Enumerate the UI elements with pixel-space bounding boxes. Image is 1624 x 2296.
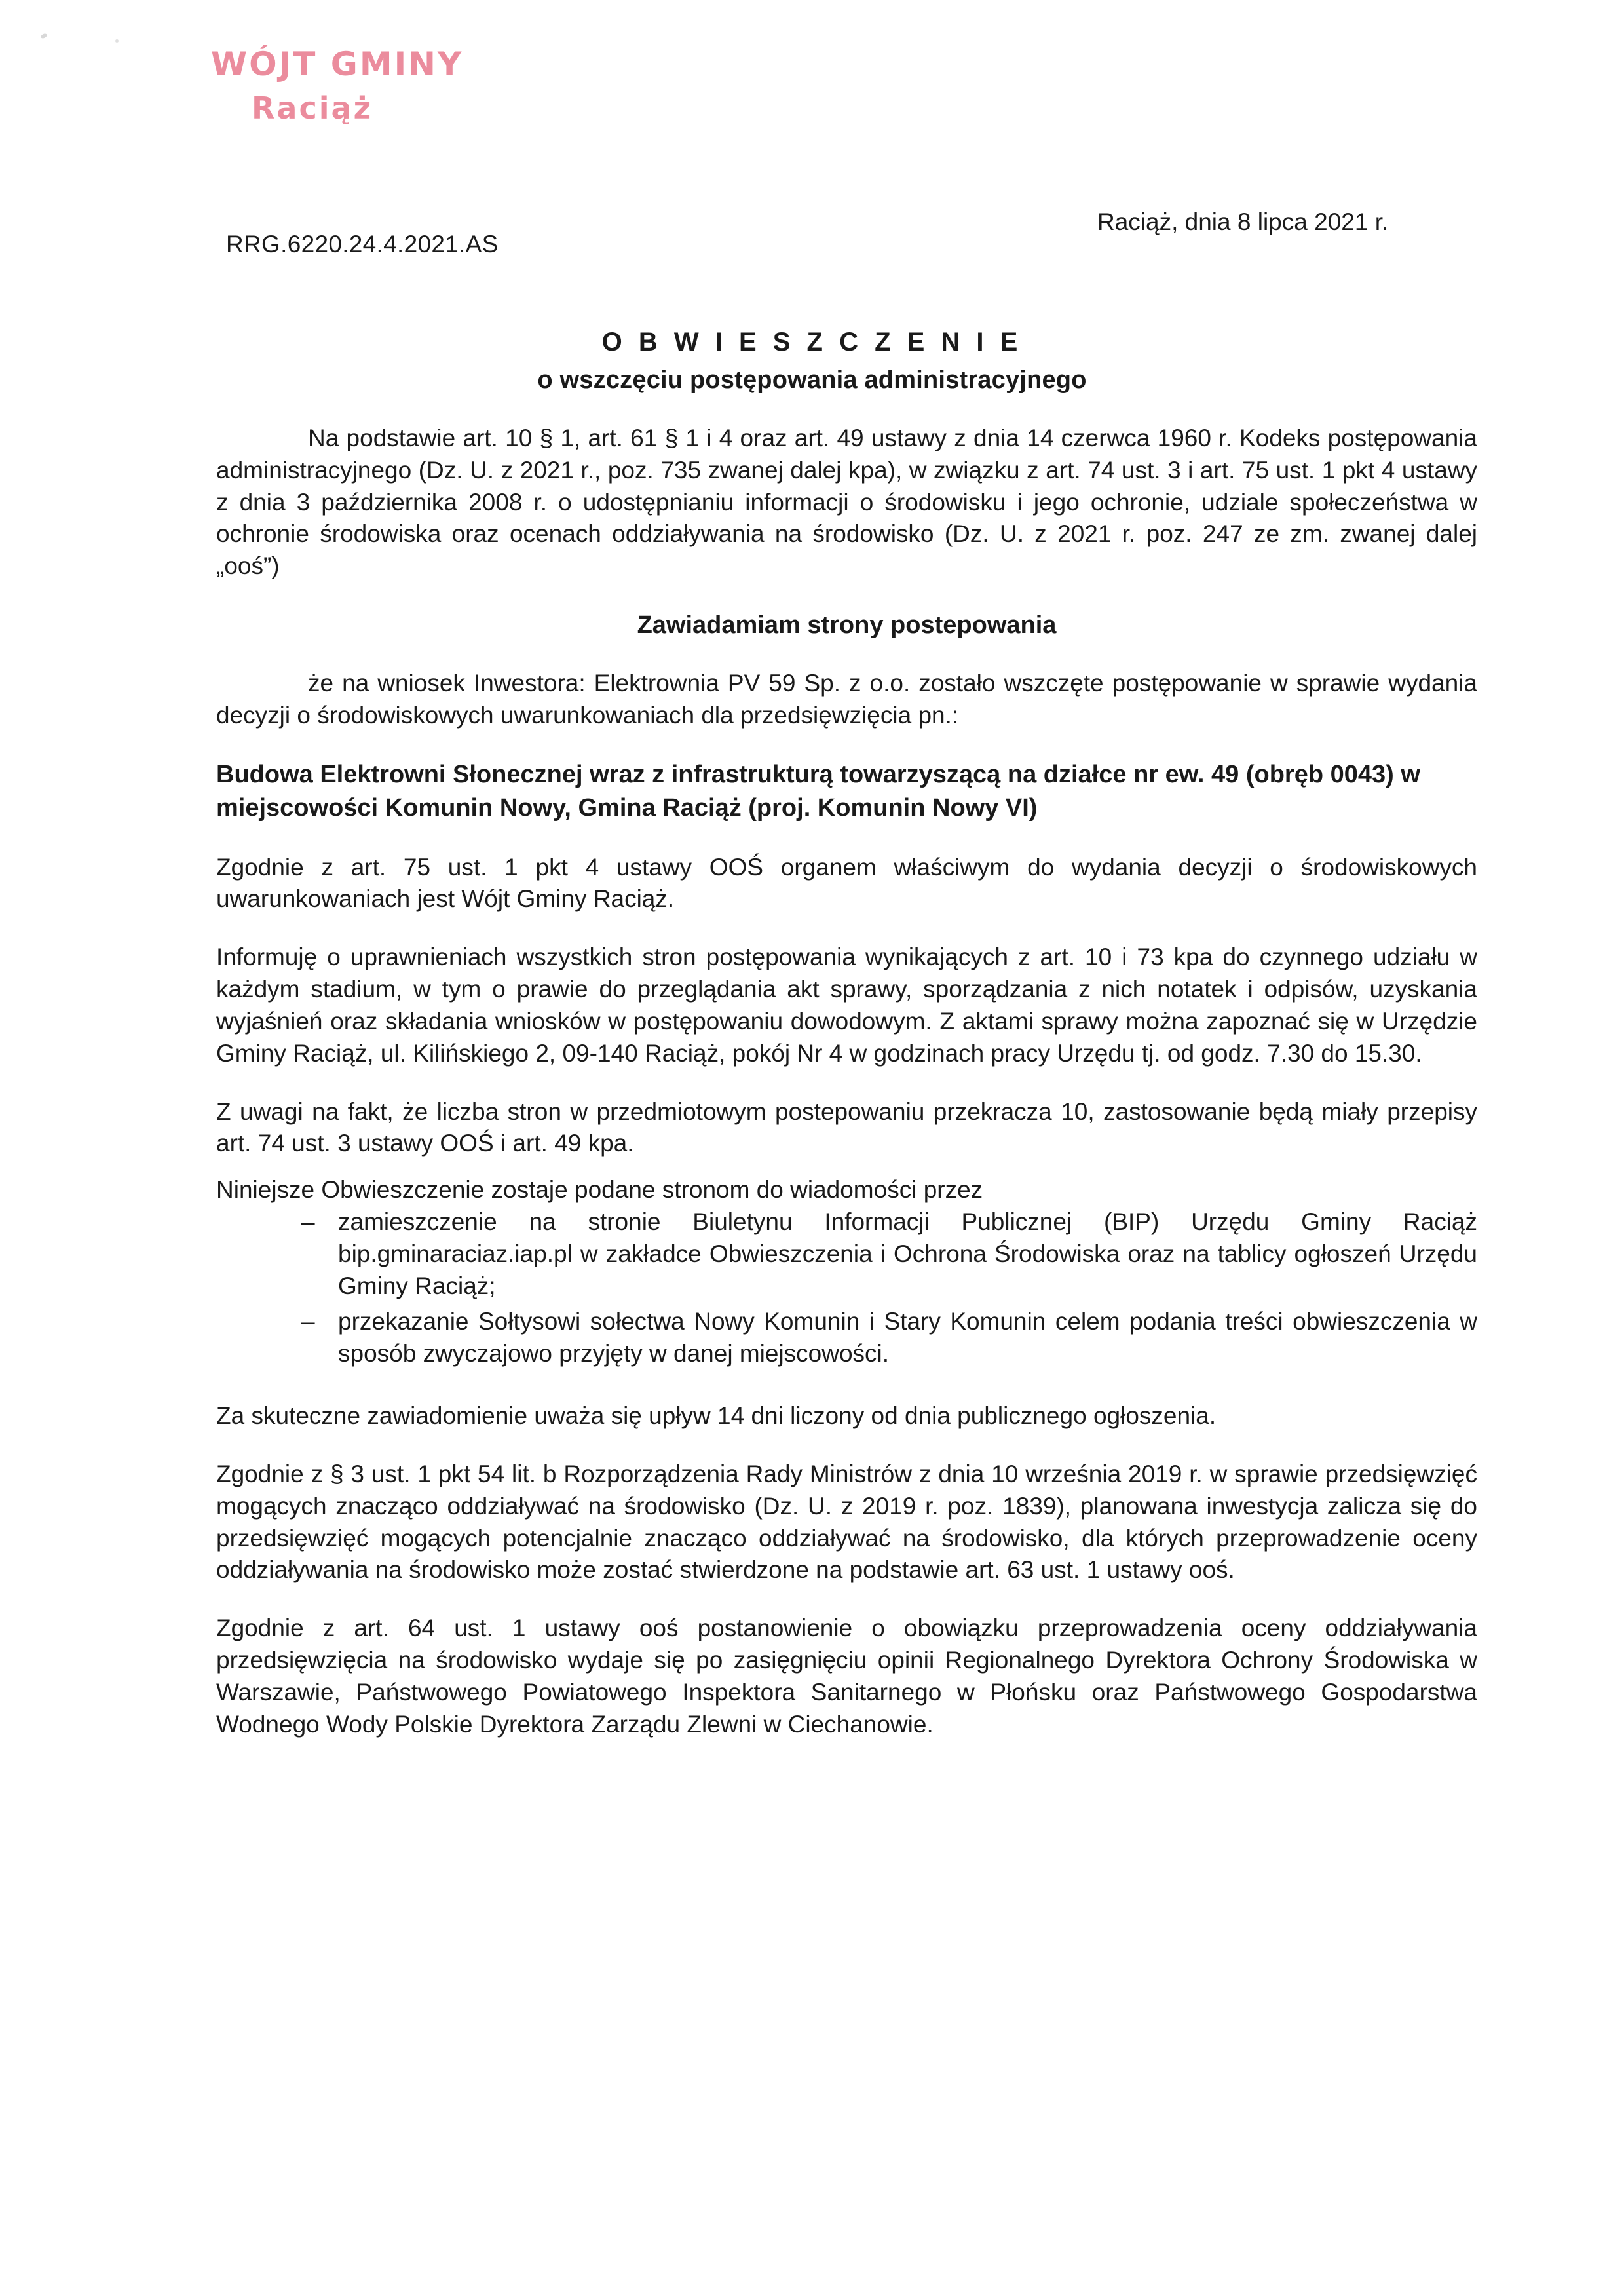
paragraph-publication-intro: Niniejsze Obwieszczenie zostaje podane stronom do wiadomości przez bbox=[216, 1176, 983, 1204]
page-title: O B W I E S Z C Z E N I E bbox=[601, 328, 1023, 356]
stamp-line-2: Raciąż bbox=[252, 90, 373, 126]
document-title-block bbox=[0, 328, 1624, 394]
publication-methods-list bbox=[216, 1206, 1477, 1370]
dash-marker: – bbox=[301, 1308, 315, 1335]
list-item bbox=[301, 1206, 1477, 1302]
notice-heading: Zawiadamiam strony postepowania bbox=[637, 611, 1057, 640]
scan-speck bbox=[40, 33, 48, 39]
paragraph-rights: Informuję o uprawnieniach wszystkich stron postępowania wynikających z art. 10 i 73 kpa do czynnego udziału w każdym stadium, w tym o prawie do przeglądania akt sprawy, sporządzania z nich notatek i odpisów, uzyskania wyjaśnień oraz składania wniosków w postępowaniu dowodowym. Z aktami sprawy można zapoznać się w Urzędzie Gminy Raciąż, ul. Kilińskiego 2, 09-140 Raciąż, pokój Nr 4 w godzinach pracy Urzędu tj. od godz. 7.30 do 15.30. bbox=[216, 944, 1477, 1067]
dash-marker: – bbox=[301, 1208, 315, 1235]
paragraph-notice-intro: że na wniosek Inwestora: Elektrownia PV 59 Sp. z o.o. zostało wszczęte postępowanie w sprawie wydania decyzji o środowiskowych uwarunkowaniach dla przedsięwzięcia pn.: bbox=[216, 670, 1477, 729]
page-subtitle: o wszczęciu postępowania administracyjnego bbox=[537, 366, 1087, 394]
paragraph-regulation: Zgodnie z § 3 ust. 1 pkt 54 lit. b Rozporządzenia Rady Ministrów z dnia 10 września 2019 r. w sprawie przedsięwzięć mogących znacząco oddziaływać na środowisko (Dz. U. z 2019 r. poz. 1839), planowana inwestycja zalicza się do przedsięwzięć mogących potencjalnie znacząco oddziaływać na środowisko, dla których przeprowadzenie oceny oddziaływania na środowisko może zostać stwierdzone na podstawie art. 63 ust. 1 ustawy ooś. bbox=[216, 1460, 1477, 1584]
document-body bbox=[216, 423, 1477, 1741]
place-and-date: Raciąż, dnia 8 lipca 2021 r. bbox=[1097, 208, 1389, 235]
paragraph-opinions: Zgodnie z art. 64 ust. 1 ustawy ooś postanowienie o obowiązku przeprowadzenia oceny oddziaływania przedsięwzięcia na środowisko wydaje się po zasięgnięciu opinii Regionalnego Dyrektora Ochrony Środowiska w Warszawie, Państwowego Powiatowego Inspektora Sanitarnego w Płońsku oraz Państwowego Gospodarstwa Wodnego Wody Polskie Dyrektora Zarządu Zlewni w Ciechanowie. bbox=[216, 1615, 1477, 1738]
paragraph-effective-notice: Za skuteczne zawiadomienie uważa się upływ 14 dni liczony od dnia publicznego ogłoszenia. bbox=[216, 1402, 1217, 1430]
office-stamp bbox=[211, 46, 463, 126]
list-item-text: zamieszczenie na stronie Biuletynu Informacji Publicznej (BIP) Urzędu Gminy Raciąż bip.gminaraciaz.iap.pl w zakładce Obwieszczenia i Ochrona Środowiska oraz na tablicy ogłoszeń Urzędu Gminy Raciąż; bbox=[338, 1208, 1477, 1299]
stamp-line-1: WÓJT GMINY bbox=[211, 45, 464, 83]
list-item bbox=[301, 1306, 1477, 1370]
paragraph-legal-basis: Na podstawie art. 10 § 1, art. 61 § 1 i 4 oraz art. 49 ustawy z dnia 14 czerwca 1960 r. Kodeks postępowania administracyjnego (Dz. U. z 2021 r., poz. 735 zwanej dalej kpa), w związku z art. 74 ust. 3 i art. 75 ust. 1 pkt 4 ustawy z dnia 3 października 2008 r. o udostępnianiu informacji o środowisku i jego ochronie, udziale społeczeństwa w ochronie środowiska oraz ocenach oddziaływania na środowisko (Dz. U. z 2021 r. poz. 247 ze zm. zwanej dalej „ooś”) bbox=[216, 425, 1477, 580]
list-item-text: przekazanie Sołtysowi sołectwa Nowy Komunin i Stary Komunin celem podania treści obwieszczenia w sposób zwyczajowo przyjęty w danej miejscowości. bbox=[338, 1308, 1477, 1368]
scan-speck-secondary bbox=[115, 39, 119, 43]
project-name: Budowa Elektrowni Słonecznej wraz z infrastrukturą towarzyszącą na działce nr ew. 49 (obręb 0043) w miejscowości Komunin Nowy, Gmina Raciąż (proj. Komunin Nowy VI) bbox=[216, 760, 1420, 822]
reference-number: RRG.6220.24.4.2021.AS bbox=[226, 231, 499, 258]
paragraph-parties-over-ten: Z uwagi na fakt, że liczba stron w przedmiotowym postepowaniu przekracza 10, zastosowanie będą miały przepisy art. 74 ust. 3 ustawy OOŚ i art. 49 kpa. bbox=[216, 1098, 1477, 1157]
paragraph-authority: Zgodnie z art. 75 ust. 1 pkt 4 ustawy OOŚ organem właściwym do wydania decyzji o środowiskowych uwarunkowaniach jest Wójt Gminy Raciąż. bbox=[216, 853, 1477, 913]
